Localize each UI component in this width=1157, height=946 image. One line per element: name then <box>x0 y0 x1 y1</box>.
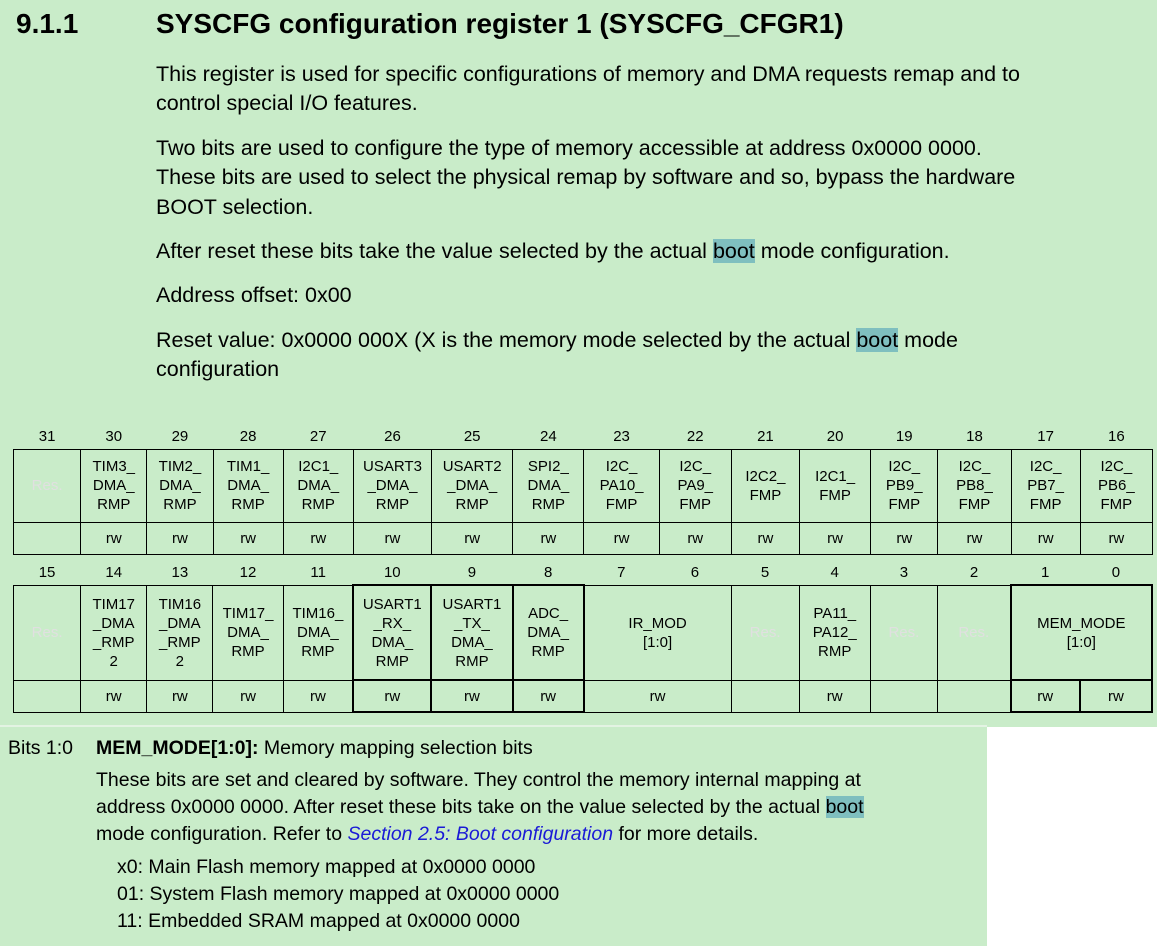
bit-number: 3 <box>899 563 909 581</box>
bit-number: 7 <box>617 563 626 581</box>
bit-number: 8 <box>543 563 553 581</box>
bit-number: 5 <box>760 563 770 581</box>
access-cell: rw <box>147 522 213 554</box>
bit-number: 28 <box>239 427 257 445</box>
highlight-boot: boot <box>856 328 899 352</box>
reset-value-pre: Reset value: 0x0000 000X (X is the memory mode selected by the actual <box>156 328 857 352</box>
register-field: PA11_ PA12_ RMP <box>799 585 870 680</box>
register-field: TIM1_ DMA_ RMP <box>213 449 283 522</box>
register-field: TIM16 _DMA _RMP 2 <box>147 585 213 680</box>
register-field: TIM3_ DMA_ RMP <box>81 449 147 522</box>
bit-number: 0 <box>1111 563 1121 581</box>
bit-number: 31 <box>38 427 56 445</box>
field-row <box>14 585 1153 680</box>
bit-number: 14 <box>105 563 123 581</box>
after-reset-line <box>156 237 950 267</box>
section-title: SYSCFG configuration register 1 (SYSCFG_CFGR1) <box>156 8 844 39</box>
access-cell: rw <box>1011 522 1080 554</box>
bit-number: 16 <box>1108 427 1125 445</box>
access-cell: rw <box>800 522 871 554</box>
register-field: TIM2_ DMA_ RMP <box>147 449 213 522</box>
access-cell: rw <box>353 680 431 712</box>
bit-number: 22 <box>686 427 704 445</box>
register-field: USART3 _DMA_ RMP <box>353 449 431 522</box>
description-line-2-text: address 0x0000 0000. After reset these bits take on the value selected by the actual <box>96 796 826 818</box>
access-cell: rw <box>213 522 283 554</box>
bit-number: 26 <box>384 427 401 445</box>
register-table-lower <box>13 560 1153 713</box>
bit-number: 2 <box>969 563 979 581</box>
value-line: 01: System Flash memory mapped at 0x0000 0000 <box>117 883 560 905</box>
register-field: TIM17 _DMA _RMP 2 <box>81 585 147 680</box>
register-field: TIM16_ DMA_ RMP <box>283 585 353 680</box>
access-cell: rw <box>1080 680 1152 712</box>
remap-line-2: These bits are used to select the physical remap by software and so, bypass the hardware <box>156 165 1016 189</box>
access-cell <box>731 680 799 712</box>
value-line: x0: Main Flash memory mapped at 0x0000 0000 <box>117 856 536 878</box>
access-cell: rw <box>283 680 353 712</box>
access-cell: rw <box>799 680 870 712</box>
bit-number: 10 <box>383 563 401 581</box>
access-cell <box>937 680 1010 712</box>
bit-number: 25 <box>463 427 481 445</box>
intro-line-2: control special I/O features. <box>156 91 418 115</box>
access-cell: rw <box>1011 680 1080 712</box>
bit-number-row <box>14 424 1153 449</box>
section-number: 9.1.1 <box>16 8 79 39</box>
reserved-field: Res. <box>14 449 81 522</box>
description-line-3-post: for more details. <box>613 823 759 845</box>
bit-number: 19 <box>895 427 913 445</box>
bit-number: 23 <box>613 427 630 445</box>
reset-value-post: mode <box>898 328 958 352</box>
access-cell <box>870 680 937 712</box>
access-cell: rw <box>513 522 584 554</box>
after-reset-post: mode configuration. <box>754 239 950 263</box>
bit-number: 30 <box>105 427 123 445</box>
reserved-field: Res. <box>14 585 81 680</box>
reserved-field: Res. <box>937 585 1010 680</box>
field-row <box>14 449 1153 522</box>
register-field: I2C_ PB9_ FMP <box>871 449 938 522</box>
reset-value-line-2: configuration <box>156 357 280 381</box>
intro-line-1: This register is used for specific configurations of memory and DMA requests remap and to <box>156 62 1020 86</box>
register-field: I2C2_ FMP <box>731 449 799 522</box>
bit-number: 11 <box>310 563 326 581</box>
bit-number: 9 <box>467 563 477 581</box>
value-line: 11: Embedded SRAM mapped at 0x0000 0000 <box>117 910 520 932</box>
register-field: USART1 _TX_ DMA_ RMP <box>431 585 512 680</box>
field-title <box>96 737 533 760</box>
access-cell: rw <box>431 680 512 712</box>
bit-number: 15 <box>38 563 56 581</box>
bit-number: 20 <box>826 427 844 445</box>
bit-number: 21 <box>757 427 774 445</box>
bit-number: 18 <box>966 427 983 445</box>
register-field: ADC_ DMA_ RMP <box>513 585 584 680</box>
bit-number: 12 <box>239 563 257 581</box>
reserved-field: Res. <box>870 585 937 680</box>
section-link[interactable]: Section 2.5: Boot configuration <box>347 823 614 845</box>
register-field: USART1 _RX_ DMA_ RMP <box>353 585 431 680</box>
access-cell: rw <box>213 680 283 712</box>
access-cell: rw <box>1080 522 1152 554</box>
register-field: SPI2_ DMA_ RMP <box>513 449 584 522</box>
address-offset: Address offset: 0x00 <box>156 283 352 307</box>
access-cell: rw <box>584 680 731 712</box>
register-field: I2C_ PB7_ FMP <box>1011 449 1080 522</box>
field-summary: Memory mapping selection bits <box>258 737 533 759</box>
bit-number: 1 <box>1040 563 1050 581</box>
access-cell: rw <box>81 680 147 712</box>
bit-number: 6 <box>690 563 700 581</box>
description-line-3 <box>96 823 758 846</box>
description-line-1: These bits are set and cleared by software. They control the memory internal mapping at <box>96 769 861 791</box>
register-field: I2C_ PA9_ FMP <box>659 449 731 522</box>
reserved-field: Res. <box>731 585 799 680</box>
access-cell: rw <box>432 522 513 554</box>
access-cell: rw <box>513 680 584 712</box>
highlight-boot: boot <box>712 239 755 263</box>
register-field: I2C_ PB6_ FMP <box>1080 449 1152 522</box>
access-cell <box>14 522 81 554</box>
reset-value-line-1 <box>156 326 958 356</box>
access-cell: rw <box>731 522 799 554</box>
bits-label: Bits 1:0 <box>8 737 74 759</box>
register-table-upper <box>13 424 1153 555</box>
register-field: MEM_MODE [1:0] <box>1011 585 1152 680</box>
bit-number: 27 <box>309 427 327 445</box>
bit-number: 24 <box>540 427 557 445</box>
register-field: I2C1_ FMP <box>800 449 871 522</box>
register-field: I2C_ PB8_ FMP <box>938 449 1011 522</box>
access-cell: rw <box>283 522 353 554</box>
access-cell: rw <box>659 522 731 554</box>
register-field: I2C1_ DMA_ RMP <box>283 449 353 522</box>
divider <box>0 725 987 727</box>
access-row <box>14 522 1153 554</box>
remap-line-1: Two bits are used to configure the type of memory accessible at address 0x0000 0000. <box>156 136 982 160</box>
after-reset-pre: After reset these bits take the value selected by the actual <box>156 239 713 263</box>
register-field: USART2 _DMA_ RMP <box>432 449 513 522</box>
description-line-2 <box>96 796 864 819</box>
remap-line-3: BOOT selection. <box>156 195 314 219</box>
access-cell: rw <box>353 522 431 554</box>
access-cell <box>14 680 81 712</box>
bit-number-row <box>14 560 1153 585</box>
access-cell: rw <box>81 522 147 554</box>
bit-number: 13 <box>171 563 189 581</box>
field-name: MEM_MODE[1:0]: <box>96 737 259 759</box>
highlight-boot: boot <box>825 796 864 818</box>
register-field: I2C_ PA10_ FMP <box>584 449 659 522</box>
register-field: IR_MOD [1:0] <box>584 585 731 680</box>
access-cell: rw <box>147 680 213 712</box>
bit-number: 4 <box>830 563 839 581</box>
access-cell: rw <box>938 522 1011 554</box>
register-field: TIM17_ DMA_ RMP <box>213 585 283 680</box>
description-line-3-text: mode configuration. Refer to <box>96 823 348 845</box>
access-cell: rw <box>584 522 659 554</box>
access-row <box>14 680 1153 712</box>
bit-number: 17 <box>1037 427 1054 445</box>
bit-number: 29 <box>171 427 189 445</box>
access-cell: rw <box>871 522 938 554</box>
